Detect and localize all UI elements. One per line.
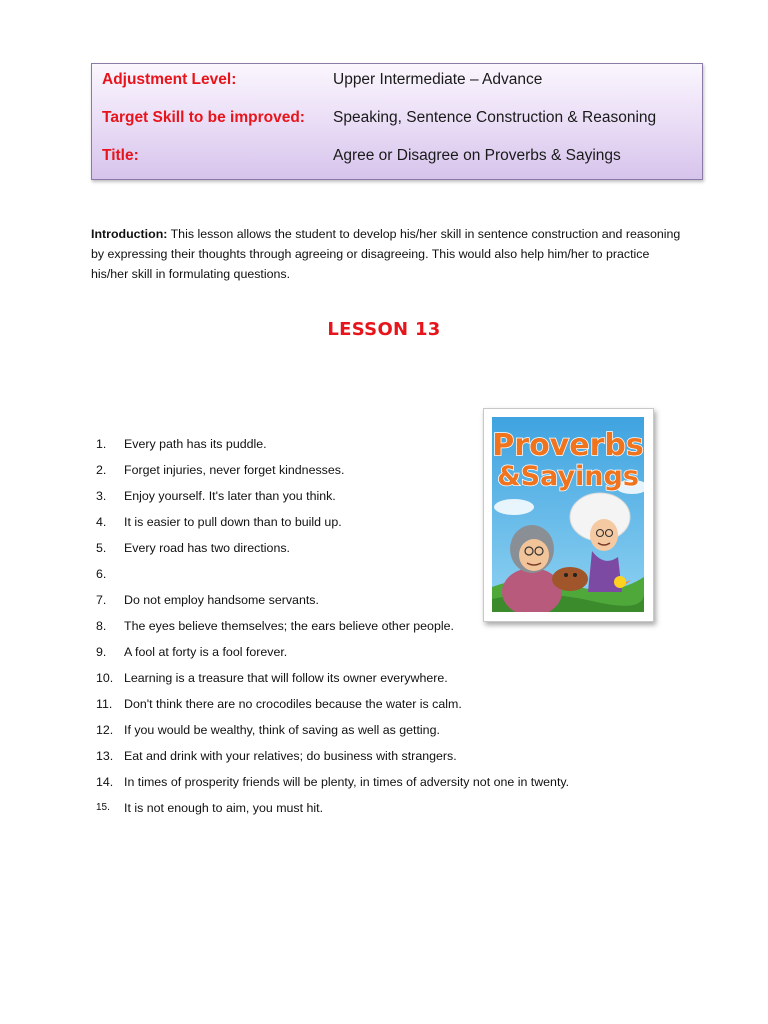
target-skill-row: [102, 109, 692, 133]
title-label: Title:: [102, 147, 139, 164]
proverb-number: 13.: [96, 749, 114, 763]
proverb-number: 14.: [96, 775, 114, 789]
proverb-number: 10.: [96, 671, 114, 685]
cloud-icon: [494, 499, 534, 515]
cover-title-line1: Proverbs: [492, 428, 644, 463]
proverb-number: 8.: [96, 619, 107, 633]
proverb-number: 4.: [96, 515, 107, 529]
proverb-text: Learning is a treasure that will follow its owner everywhere.: [124, 671, 448, 685]
pot-icon: [552, 567, 588, 591]
proverb-number: 9.: [96, 645, 107, 659]
proverb-text: In times of prosperity friends will be plenty, in times of adversity not one in twenty.: [124, 775, 570, 789]
proverb-text: The eyes believe themselves; the ears believe other people.: [124, 619, 454, 633]
title-row: [102, 147, 692, 171]
proverb-number: 7.: [96, 593, 107, 607]
proverb-text: It is not enough to aim, you must hit.: [124, 801, 324, 815]
cover-title-line2: &Sayings: [497, 461, 639, 492]
introduction-paragraph: [91, 224, 681, 284]
introduction-label: Introduction:: [91, 227, 168, 241]
proverb-text: Every path has its puddle.: [124, 437, 267, 451]
proverb-text: Enjoy yourself. It's later than you think.: [124, 489, 336, 503]
target-skill-value: Speaking, Sentence Construction & Reasoning: [333, 109, 657, 126]
proverb-number: 2.: [96, 463, 107, 477]
proverb-text: Eat and drink with your relatives; do business with strangers.: [124, 749, 457, 763]
proverb-number: 12.: [96, 723, 114, 737]
proverb-text: A fool at forty is a fool forever.: [124, 645, 288, 659]
proverb-number: 3.: [96, 489, 107, 503]
proverb-text: Every road has two directions.: [124, 541, 290, 555]
proverb-text: If you would be wealthy, think of saving as well as getting.: [124, 723, 440, 737]
lesson-info-box: [91, 63, 703, 180]
cover-illustration: [492, 417, 644, 612]
chick-icon: [614, 576, 626, 588]
book-cover-image: [483, 408, 654, 622]
proverb-text: Do not employ handsome servants.: [124, 593, 319, 607]
title-value: Agree or Disagree on Proverbs & Sayings: [333, 147, 621, 164]
proverb-number: 15.: [96, 802, 110, 813]
proverb-number: 5.: [96, 541, 107, 555]
adjustment-level-value: Upper Intermediate – Advance: [333, 71, 543, 88]
adjustment-level-row: [102, 71, 692, 95]
adjustment-level-label: Adjustment Level:: [102, 71, 237, 88]
proverb-number: 11.: [96, 697, 113, 711]
introduction-text: This lesson allows the student to develop his/her skill in sentence construction and reasoning by expressing their thoughts through agreeing or disagreeing. This would also help him/her to practice his/her skill in formulating questions.: [91, 227, 681, 281]
target-skill-label: Target Skill to be improved:: [102, 109, 305, 126]
grandma-right-face: [590, 519, 618, 551]
proverb-text: Don't think there are no crocodiles because the water is calm.: [124, 697, 462, 711]
lesson-heading: LESSON 13: [327, 319, 441, 340]
proverb-text: Forget injuries, never forget kindnesses.: [124, 463, 345, 477]
grandma-left-face: [519, 539, 549, 571]
proverb-number: 6.: [96, 567, 107, 581]
proverb-number: 1.: [96, 437, 107, 451]
proverb-text: It is easier to pull down than to build up.: [124, 515, 342, 529]
